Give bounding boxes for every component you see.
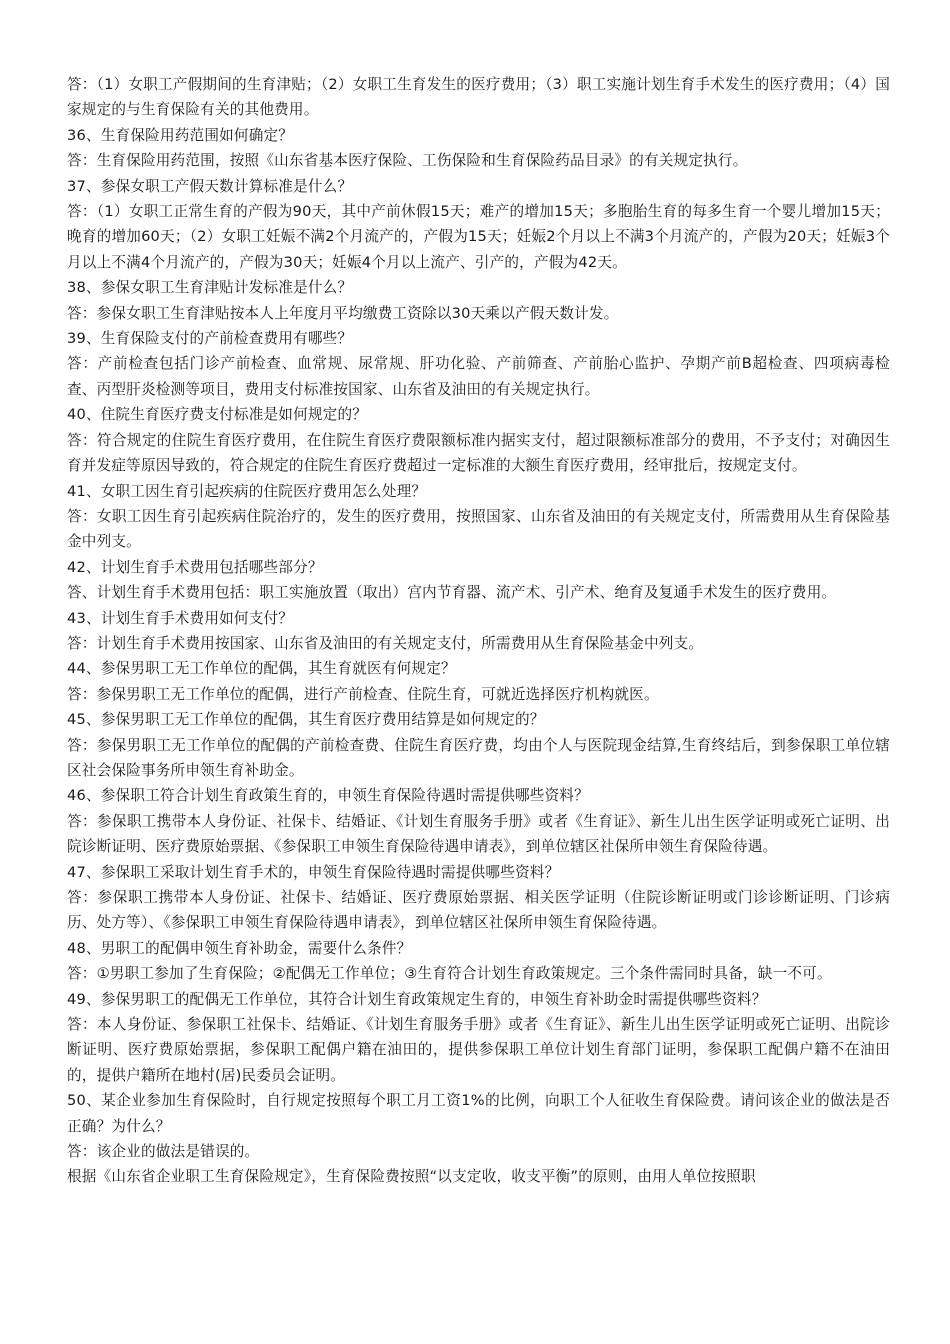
answer-47: 答：参保职工携带本人身份证、社保卡、结婚证、医疗费原始票据、相关医学证明（住院诊断证明或门诊诊断证明、门诊病历、处方等）、《参保职工申领生育保险待遇申请表》，到单位辖区社保所申领生育保险待遇。 (67, 889, 890, 932)
answer-39: 答：产前检查包括门诊产前检查、血常规、尿常规、肝功化验、产前筛查、产前胎心监护、孕期产前B超检查、四项病毒检查、丙型肝炎检测等项目，费用支付标准按国家、山东省及油田的有关规定执行。 (67, 355, 890, 398)
question-38: 38、参保女职工生育津贴计发标准是什么？ (67, 279, 353, 297)
question-40: 40、住院生育医疗费支付标准是如何规定的？ (67, 406, 368, 424)
question-46: 46、参保职工符合计划生育政策生育的，申领生育保险待遇时需提供哪些资料？ (67, 787, 589, 805)
question-41: 41、女职工因生育引起疾病的住院医疗费用怎么处理？ (67, 482, 427, 500)
answer-38: 答：参保女职工生育津贴按本人上年度月平均缴费工资除以30天乘以产假天数计发。 (67, 304, 619, 322)
answer-45: 答：参保男职工无工作单位的配偶的产前检查费、住院生育医疗费，均由个人与医院现金结算,生育终结后，到参保职工单位辖区社会保险事务所申领生育补助金。 (67, 736, 891, 779)
answer-42: 答、计划生育手术费用包括：职工实施放置（取出）宫内节育器、流产术、引产术、绝育及复通手术发生的医疗费用。 (67, 584, 837, 602)
question-39: 39、生育保险支付的产前检查费用有哪些？ (67, 330, 353, 348)
answer-49: 答：本人身份证、参保职工社保卡、结婚证、《计划生育服务手册》或者《生育证》、新生儿出生医学证明或死亡证明、出院诊断证明、医疗费原始票据，参保职工配偶户籍在油田的，提供参保职工单位计划生育部门证明，参保职工配偶户籍不在油田的，提供户籍所在地村(居)民委员会证明。 (67, 1016, 890, 1084)
answer-35: 答：（1）女职工产假期间的生育津贴；（2）女职工生育发生的医疗费用；（3）职工实施计划生育手术发生的医疗费用；（4）国家规定的与生育保险有关的其他费用。 (67, 76, 890, 119)
question-44: 44、参保男职工无工作单位的配偶，其生育就医有何规定？ (67, 660, 456, 678)
answer-44: 答：参保男职工无工作单位的配偶，进行产前检查、住院生育，可就近选择医疗机构就医。 (67, 685, 659, 703)
question-47: 47、参保职工采取计划生育手术的，申领生育保险待遇时需提供哪些资料？ (67, 863, 560, 881)
answer-46: 答：参保职工携带本人身份证、社保卡、结婚证、《计划生育服务手册》或者《生育证》、新生儿出生医学证明或死亡证明、出院诊断证明、医疗费原始票据、《参保职工申领生育保险待遇申请表》，到单位辖区社保所申领生育保险待遇。 (67, 812, 890, 856)
question-45: 45、参保男职工无工作单位的配偶，其生育医疗费用结算是如何规定的？ (67, 711, 545, 729)
answer-36: 答：生育保险用药范围，按照《山东省基本医疗保险、工伤保险和生育保险药品目录》的有关规定执行。 (67, 152, 748, 170)
document-page (67, 72, 890, 1190)
question-48: 48、男职工的配偶申领生育补助金，需要什么条件？ (67, 939, 412, 957)
answer-43: 答：计划生育手术费用按国家、山东省及油田的有关规定支付，所需费用从生育保险基金中列支。 (67, 634, 704, 652)
answer-40: 答：符合规定的住院生育医疗费用，在住院生育医疗费限额标准内据实支付，超过限额标准部分的费用，不予支付；对确因生育并发症等原因导致的，符合规定的住院生育医疗费超过一定标准的大额生育医疗费用，经审批后，按规定支付。 (67, 431, 890, 475)
answer-41: 答：女职工因生育引起疾病住院治疗的，发生的医疗费用，按照国家、山东省及油田的有关规定支付，所需费用从生育保险基金中列支。 (67, 507, 890, 551)
question-50: 50、某企业参加生育保险时，自行规定按照每个职工月工资1%的比例，向职工个人征收生育保险费。请问该企业的做法是否正确？为什么？ (67, 1092, 890, 1135)
question-36: 36、生育保险用药范围如何确定？ (67, 126, 294, 144)
question-42: 42、计划生育手术费用包括哪些部分？ (67, 558, 323, 576)
answer-48: 答：①男职工参加了生育保险；②配偶无工作单位；③生育符合计划生育政策规定。三个条件需同时具备，缺一不可。 (67, 965, 832, 983)
question-37: 37、参保女职工产假天数计算标准是什么？ (67, 177, 353, 195)
answer-50-explanation: 根据《山东省企业职工生育保险规定》，生育保险费按照“以支定收，收支平衡”的原则，由用人单位按照职 (67, 1168, 756, 1186)
question-43: 43、计划生育手术费用如何支付？ (67, 609, 294, 627)
answer-50: 答：该企业的做法是错误的。 (67, 1143, 260, 1161)
question-49: 49、参保男职工的配偶无工作单位，其符合计划生育政策规定生育的，申领生育补助金时需提供哪些资料？ (67, 990, 767, 1008)
answer-37: 答：（1）女职工正常生育的产假为90天，其中产前休假15天；难产的增加15天；多胞胎生育的每多生育一个婴儿增加15天；晚育的增加60天；（2）女职工妊娠不满2个月流产的，产假为15天；妊娠2个月以上不满3个月流产的，产假为20天；妊娠3个月以上不满4个月流产的，产假为30天；妊娠4个月以上流产、引产的，产假为42天。 (67, 203, 890, 271)
